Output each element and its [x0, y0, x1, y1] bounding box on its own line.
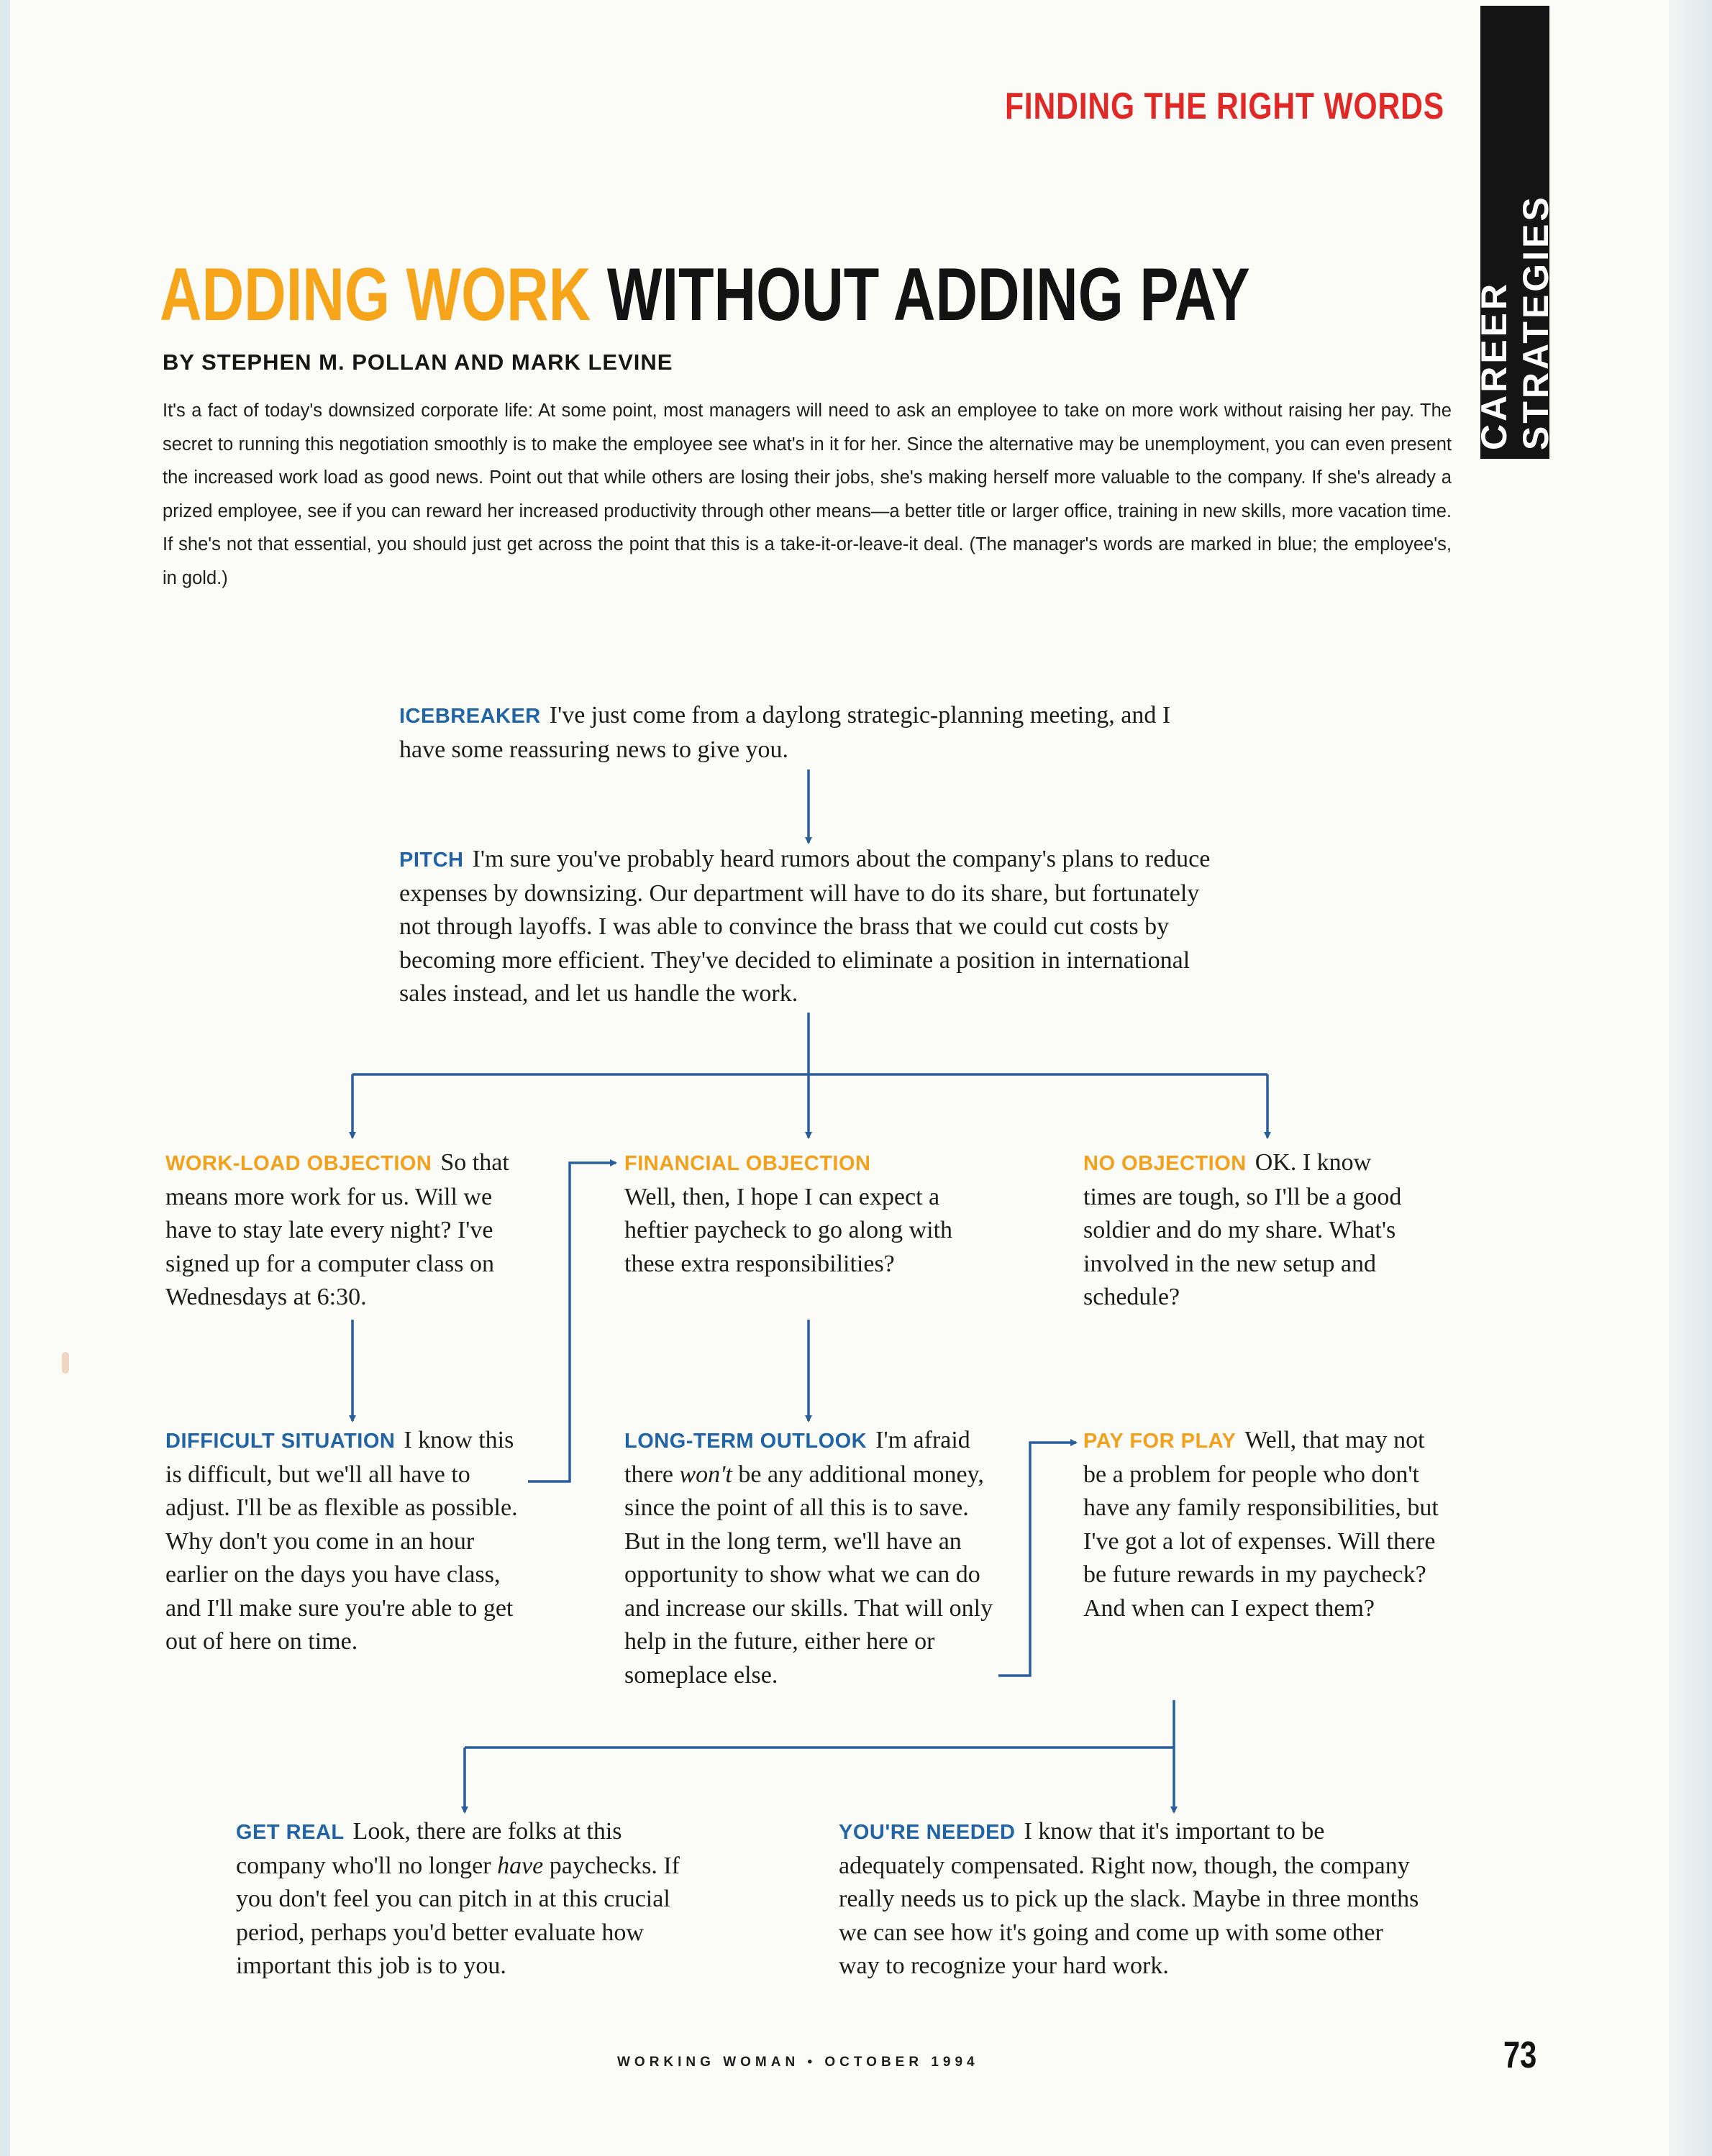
print-smudge [62, 1352, 69, 1374]
long-term-outlook-text-a: I'm afraid there [624, 1427, 970, 1488]
pitch-text: I'm sure you've probably heard rumors about the company's plans to reduce expenses by downsizing. Our department will have to do its share, but fortunately not through layoffs. I was able to convince the brass that we could cut costs by becoming more efficient. They've decided to eliminate a position in international sales instead, and let us handle the work. [399, 846, 1211, 1007]
workload-objection-label: WORK-LOAD OBJECTION [165, 1152, 432, 1175]
pitch-box [399, 843, 1219, 1011]
financial-objection-box [624, 1146, 988, 1281]
youre-needed-label: YOU'RE NEEDED [839, 1821, 1016, 1844]
workload-objection-box [165, 1146, 539, 1315]
financial-objection-label: FINANCIAL OBJECTION [624, 1152, 871, 1175]
difficult-situation-label: DIFFICULT SITUATION [165, 1430, 396, 1453]
kicker-title: FINDING THE RIGHT WORDS [1004, 86, 1444, 127]
youre-needed-box [839, 1815, 1425, 1983]
intro-paragraph: It's a fact of today's downsized corporate life: At some point, most managers will need to ask an employee to take on more work without raising her pay. The secret to running this negotiation smoothly is to make the employee see what's in it for her. Since the alternative may be unemployment, you can even present the increased work load as good news. Point out that while others are losing their jobs, she's making herself more valuable to the company. If she's already a prized employee, see if you can reward her increased productivity through other means—a better title or larger office, training in new skills, more vacation time. If she's not that essential, you should just get across the point that this is a take-it-or-leave-it deal. (The manager's words are marked in blue; the employee's, in gold.) [163, 401, 1452, 588]
long-term-outlook-box [624, 1424, 998, 1692]
arrow-difficult-to-financial [528, 1163, 616, 1481]
no-objection-text: OK. I know times are tough, so I'll be a good soldier and do my share. What's involved in the new setup and schedule? [1083, 1149, 1402, 1310]
long-term-outlook-text-b: be any additional money, since the point of all this is to save. But in the long term, we'll have an opportunity to show what we can do and increase our skills. That will only help in the future, either here or someplace else. [624, 1461, 993, 1689]
get-real-box [236, 1815, 711, 1983]
arrow-longterm-to-payforplay [998, 1443, 1076, 1676]
pay-for-play-text: Well, that may not be a problem for people who don't have any family responsibilities, but I've got a lot of expenses. Will there be future rewards in my paycheck? And when can I expect them? [1083, 1427, 1439, 1622]
no-objection-label: NO OBJECTION [1083, 1152, 1247, 1175]
headline-highlight: ADDING WORK [160, 253, 591, 337]
no-objection-box [1083, 1146, 1421, 1315]
icebreaker-box [399, 699, 1219, 767]
difficult-situation-text: I know this is difficult, but we'll all have to adjust. I'll be as flexible as possible. Why don't you come in an hour earlier on the days you have class, and I'll make sure you're able to get out of here on time. [165, 1427, 518, 1655]
pay-for-play-label: PAY FOR PLAY [1083, 1430, 1237, 1453]
get-real-emphasis: have [497, 1852, 544, 1879]
headline-rest: WITHOUT ADDING PAY [606, 253, 1250, 337]
icebreaker-text: I've just come from a daylong strategic-planning meeting, and I have some reassuring news to give you. [399, 702, 1171, 763]
long-term-outlook-emphasis: won't [679, 1461, 732, 1488]
pay-for-play-box [1083, 1424, 1447, 1625]
footer-publication: WORKING WOMAN • OCTOBER 1994 [617, 2055, 979, 2070]
difficult-situation-box [165, 1424, 527, 1659]
byline: BY STEPHEN M. POLLAN AND MARK LEVINE [163, 350, 673, 375]
get-real-label: GET REAL [236, 1821, 345, 1844]
icebreaker-label: ICEBREAKER [399, 705, 541, 728]
get-real-text-b: paychecks. If you don't feel you can pitch in at this crucial period, perhaps you'd better evaluate how important this job is to you. [236, 1852, 680, 1979]
pitch-label: PITCH [399, 849, 464, 872]
section-tab-label: CAREER STRATEGIES [1474, 194, 1556, 450]
get-real-text-a: Look, there are folks at this company who'll no longer [236, 1818, 622, 1879]
youre-needed-text: I know that it's important to be adequately compensated. Right now, though, the company really needs us to pick up the slack. Maybe in three months we can see how it's going and come up with some other way to recognize your hard work. [839, 1818, 1419, 1979]
long-term-outlook-label: LONG-TERM OUTLOOK [624, 1430, 868, 1453]
financial-objection-text: Well, then, I hope I can expect a heftier paycheck to go along with these extra responsibilities? [624, 1183, 953, 1277]
workload-objection-text: So that means more work for us. Will we have to stay late every night? I've signed up for a computer class on Wednesdays at 6:30. [165, 1149, 509, 1310]
page-number: 73 [1503, 2034, 1537, 2076]
